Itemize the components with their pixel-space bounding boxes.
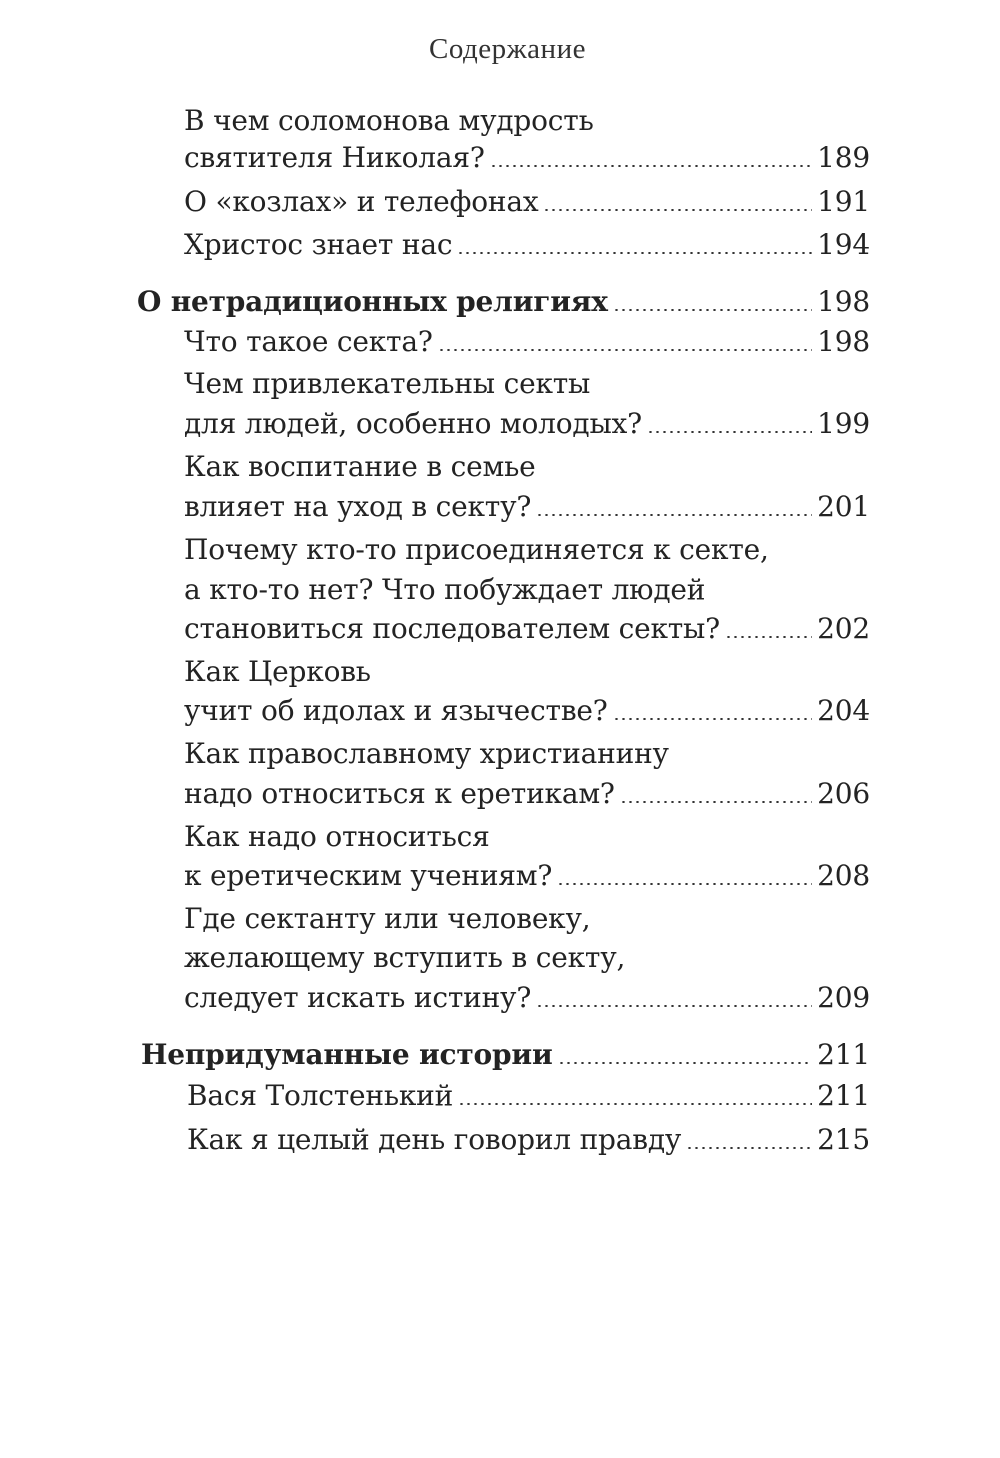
toc-entry-heretical-teachings[interactable] [184, 856, 870, 896]
toc-entry-text: Почему кто-то присоединяется к секте, [184, 533, 769, 566]
page-number: 201 [817, 490, 870, 523]
dot-leader [558, 1062, 813, 1064]
running-head: Содержание [429, 33, 586, 65]
toc-entry-why-join-sect[interactable] [184, 609, 870, 649]
page-number: 215 [817, 1123, 870, 1156]
toc-entry-text: желающему вступить в секту, [184, 941, 626, 974]
toc-entry-text: О «козлах» и телефонах [184, 185, 539, 218]
toc-section-text: Непридуманные истории [141, 1038, 553, 1071]
toc-section-true-stories[interactable] [141, 1035, 870, 1075]
toc-entry-seek-truth[interactable] [184, 978, 870, 1018]
toc-entry-text: к еретическим учениям? [184, 859, 553, 892]
dot-leader [536, 514, 812, 516]
page-number: 199 [817, 407, 870, 440]
dot-leader [613, 309, 812, 311]
dot-leader [457, 252, 812, 254]
toc-entry-heretics[interactable] [184, 774, 870, 814]
page-number: 198 [817, 285, 870, 318]
toc-section-text: О нетрадиционных религиях [137, 285, 608, 318]
page-number: 206 [817, 777, 870, 810]
toc-entry-text: надо относиться к еретикам? [184, 777, 615, 810]
toc-entry-text: становиться последователем секты? [184, 612, 720, 645]
toc-entry-title-line [184, 364, 590, 404]
toc-entry-title-line [184, 570, 705, 610]
dot-leader [458, 1103, 812, 1105]
toc-entry-told-truth[interactable] [187, 1120, 870, 1160]
page-number: 194 [817, 228, 870, 261]
toc-entry-title-line [184, 899, 590, 939]
toc-entry-text: Где сектанту или человеку, [184, 902, 591, 935]
page-number: 209 [817, 981, 870, 1014]
page-number: 189 [817, 141, 870, 174]
toc-entry-text: Как воспитание в семье [184, 450, 536, 483]
toc-section-nontraditional-religions[interactable] [137, 282, 870, 322]
dot-leader [613, 718, 813, 720]
dot-leader [543, 209, 812, 211]
dot-leader [438, 349, 813, 351]
toc-entry-text: следует искать истину? [184, 981, 532, 1014]
page-number: 202 [817, 612, 870, 645]
toc-entry-what-is-sect[interactable] [184, 322, 870, 362]
toc-entry-text: Как надо относиться [184, 820, 490, 853]
page-number: 211 [817, 1038, 870, 1071]
toc-entry-text: а кто-то нет? Что побуждает людей [184, 573, 706, 606]
dot-leader [725, 636, 812, 638]
toc-entry-family-upbringing[interactable] [184, 487, 870, 527]
toc-entry-title-line [184, 530, 769, 570]
toc-entry-text: Вася Толстенький [187, 1079, 454, 1112]
toc-entry-christ-knows[interactable] [184, 225, 870, 265]
toc-entry-text: Христос знает нас [184, 228, 453, 261]
toc-entry-goats-phones[interactable] [184, 182, 870, 222]
toc-entry-title-line [184, 652, 371, 692]
toc-entry-solomon-wisdom[interactable] [184, 138, 870, 178]
toc-entry-text: влияет на уход в секту? [184, 490, 532, 523]
toc-entry-text: Чем привлекательны секты [184, 367, 591, 400]
toc-entry-text: святителя Николая? [184, 141, 485, 174]
toc-entry-text: для людей, особенно молодых? [184, 407, 642, 440]
toc-entry-title-line [184, 938, 625, 978]
page-number: 208 [817, 859, 870, 892]
toc-entry-text: Как Церковь [184, 655, 371, 688]
toc-entry-text: учит об идолах и язычестве? [184, 694, 608, 727]
dot-leader [620, 801, 812, 803]
toc-entry-sects-attractive[interactable] [184, 404, 870, 444]
dot-leader [557, 883, 812, 885]
toc-entry-title-line [184, 447, 535, 487]
toc-entry-title-line [184, 101, 594, 141]
toc-entry-text: Как православному христианину [184, 737, 669, 770]
toc-entry-idols-paganism[interactable] [184, 691, 870, 731]
page-number: 204 [817, 694, 870, 727]
toc-entry-title-line [184, 817, 490, 857]
page-number: 191 [817, 185, 870, 218]
toc-entry-vasya[interactable] [187, 1076, 870, 1116]
dot-leader [490, 165, 812, 167]
toc-entry-text: В чем соломонова мудрость [184, 104, 594, 137]
page-number: 211 [817, 1079, 870, 1112]
dot-leader [686, 1147, 812, 1149]
toc-entry-text: Как я целый день говорил правду [187, 1123, 682, 1156]
page-number: 198 [817, 325, 870, 358]
dot-leader [536, 1005, 812, 1007]
toc-entry-text: Что такое секта? [184, 325, 433, 358]
dot-leader [647, 431, 812, 433]
toc-entry-title-line [184, 734, 669, 774]
